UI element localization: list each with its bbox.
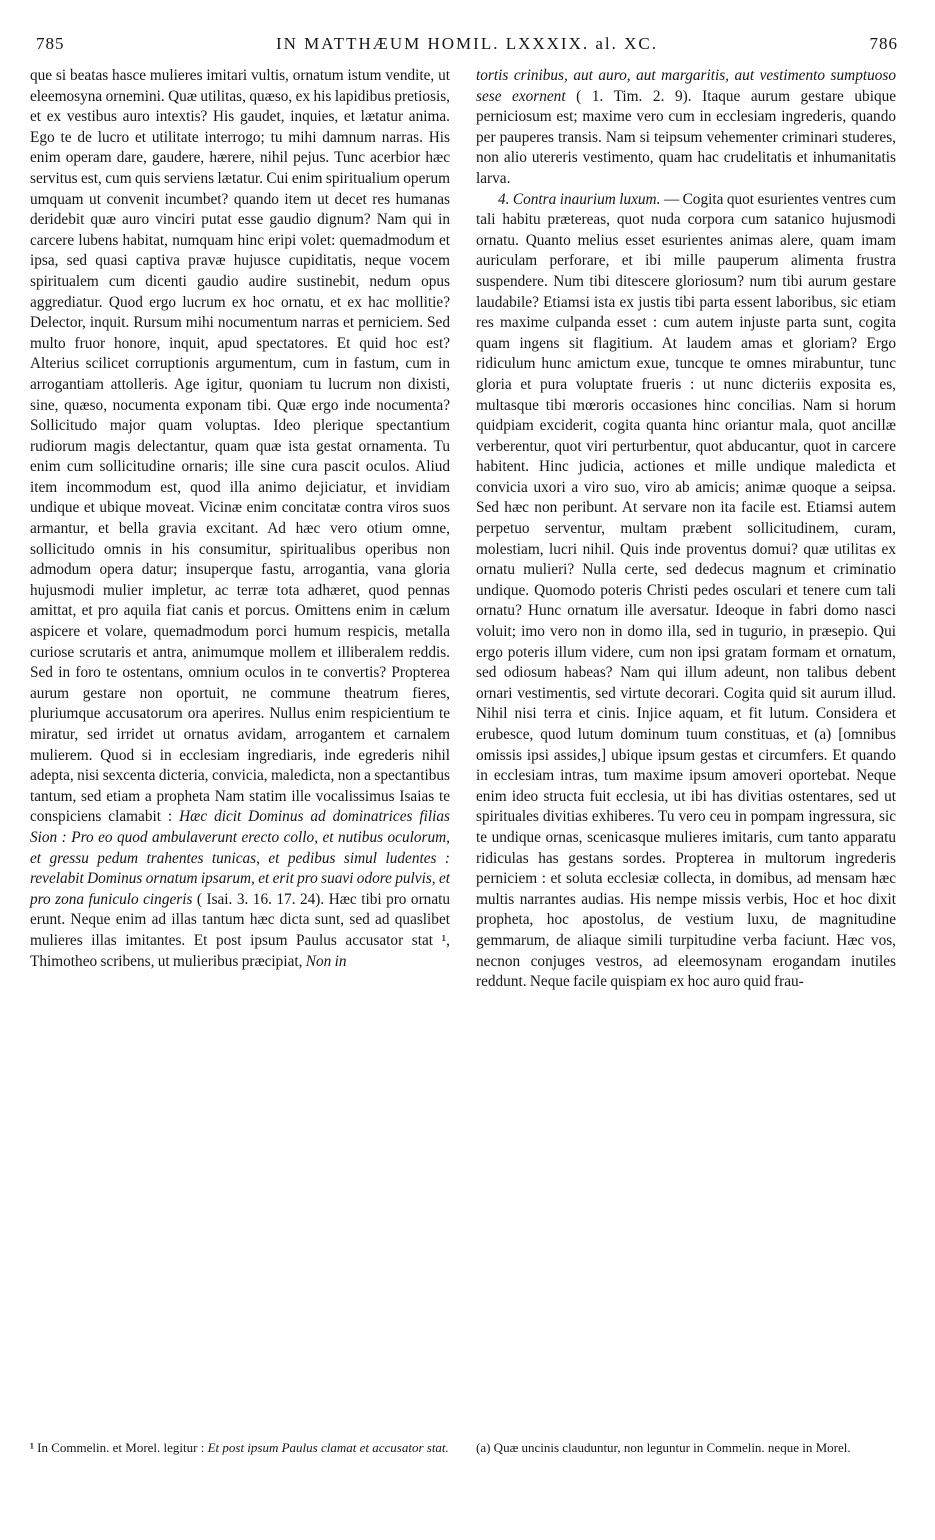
running-header xyxy=(36,34,898,56)
right-paragraph-2 xyxy=(476,190,896,993)
footnote-right xyxy=(476,1440,896,1456)
timothy-reference: ( 1. Tim. 2. 9). xyxy=(576,87,692,105)
left-column xyxy=(30,66,450,972)
right-body-text-2: — Cogita quot esurientes ventres cum tali habitu prætereas, quot nuda corpora cum satanico hujusmodi ornatu. Quanto melius esset esurientes animas alere, quam imam auriculam perforare, et ibi mille pauperum alimenta frustra suspendere. Num tibi ditescere gloriosum? num tibi aurum gestare laudabile? Etiamsi ista ex justis tibi parta essent laboribus, sic etiam res maxime culpanda esset : cum autem injuste parta sunt, cogita quam ingens sit flagitium. At laudem amas et gloriam? Ergo ridiculum hunc amictum exue, tuncque te omnes mirabuntur, tunc gloria et pura voluptate frueris : ut nunc dicteriis exposita es, multasque tibi mœroris occasiones hinc concilias. Nam si horum quidpiam exciderit, cogita quanta hinc oriantur mala, quot ancillæ verberentur, quot viri perturbentur, quot abducantur, quot in carcere habitent. Hinc judicia, actiones et mille undique maledicta et convicia uxori a viro suo, viro ab amicis; animæ quoque a seipsa. Sed hæc non peribunt. At servare non ita facile est. Etiamsi autem perpetuo serventur, multam præbent sollicitudinem, curam, molestiam, lucri nihil. Quis inde proventus domui? quæ utilitas ex ornatu mulieri? Nulla certe, sed dedecus magnum et criminatio undique. Quomodo poteris Christi pedes osculari et tenere cum tali ornatu? Hunc ornatum ille aversatur. Ideoque in fabri domo nasci voluit; imo vero non in domo illa, sed in tugurio, in præsepio. Qui ergo poteris illum videre, cum non ipsi gratam formam et ornatum, sed odiosum habeas? Nam qui illum adeunt, non talibus debent ornari vestimentis, sed virtute decorari. Cogita quid sit aurum illud. Nihil nisi terra et cinis. Injice aquam, et fit lutum. Considera et erubesce, quod lutum dominum tuum constituas, et (a) [omnibus omissis ipsi assides,] ubique ipsum gestas et circumfers. Et quando in ecclesiam intras, tum maxime ipsum amoveri oportebat. Neque enim ideo structa fuit ecclesia, ut ibi has divitias ostentares, sed ut spirituales divitias exhiberes. Tu vero ceu in pompam ingressura, sic te undique ornas, scenicasque mulieres imitaris, cum tanto apparatu ridiculas has gestans sordes. Propterea in multorum ingrederis perniciem : et soluta ecclesiæ collecta, in domibus, ad mensam hæc multis narrantes audias. His nempe missis verbis, Hoc et hoc dixit propheta, hoc apostolus, de vestium luxu, de magnitudine gemmarum, de aliaque simili turpitudine verba faciunt. Hæc vos, necnon conjuges vestros, ad eleemosynam erogandam inutiles reddunt. Neque facile quispiam ex hoc auro quid frau- xyxy=(476,190,896,991)
left-body-text: que si beatas hasce mulieres imitari vultis, ornatum istum vendite, ut eleemosyna ornemini. Quæ utilitas, quæso, ex his lapidibus pretiosis, et ex vestibus auro intextis? His gaudet, inquies, et lætatur anima. Ego te de lucro et utilitate interrogo; tu mihi damnum narras. His enim operam dare, gaudere, hærere, nihil pejus. Tunc acerbior hæc servitus est, cum quis serviens lætatur. Cui enim spiritualium operum umquam ut convenit incumbet? quando item ut decet res humanas deridebit quæ auro vinciri putat esse gaudio dignum? Nam qui in carcere lubens habitat, numquam hinc eripi volet: quemadmodum et ipsa, sed quasi captiva pravæ hujusce cupiditatis, neque vocem spiritualem cum dicenti gaudio audire sustinebit, nedum opus aggrediatur. Quod ergo lucrum ex hoc ornatu, et ex hac mollitie? Delector, inquit. Rursum mihi nocumentum narras et perniciem. Sed multo fruor honore, inquit, apud spectatores. Et quid hoc est? Alterius scilicet corruptionis argumentum, cum in fastum, cum in arrogantiam attolleris. Age igitur, quoniam tu lucrum non dixisti, sine, quæso, nocumenta exponam tibi. Quæ ergo inde nocumenta? Sollicitudo major quam voluptas. Ideo plerique spectantium rudiorum magis delectantur, quam quæ ista gestat ornamenta. Tu enim cum sollicitudine ornaris; ille sine cura pascit oculos. Aliud item incommodum est, quod illa animo dejiciatur, et invidiam undique et ubique moveat. Vicinæ enim concitatæ contra viros suos armantur, et bella gravia excitant. Ad hæc vero otium omne, sollicitudo omnis in his consumitur, spiritualibus operibus non admodum opera datur; insuperque fastu, arrogantia, vana gloria hujusmodi mulier impletur, ac terræ tota adhæret, quod pennas amittat, et pro aquila fiat canis et porcus. Omittens enim in cælum aspicere et volare, quemadmodum porci humum respicis, metalla curiose scrutaris et antra, animumque mollem et illiberalem reddis. Sed in foro te ostentans, omnium oculos in te convertis? Propterea aurum gestare non oportuit, ne commune theatrum fieres, pluriumque accusatorum ora aperires. Nullus enim respicientium te miratur, sed irridet ut ornatus avidam, arrogantem et carnalem mulierem. Quod si in ecclesiam ingrediaris, inde egrederis nihil adepta, nisi sexcenta dicteria, convicia, maledicta, non a spectantibus tantum, sed etiam a propheta Nam statim ille vocalissimus Isaias te conspiciens clamabit : xyxy=(30,67,450,826)
footnote-italic-text: Et post ipsum Paulus clamat et accusator stat. xyxy=(207,1440,449,1455)
page-number-right: 786 xyxy=(869,34,898,53)
right-body-text-1: Itaque aurum gestare ubique perniciosum est; maxime vero cum in ecclesiam ingrederis, quando per pauperes transis. Nam si teipsum vehementer criminari studeres, non alio utereris vestimento, quam hac crudelitatis et inhumanitatis larva. xyxy=(476,87,897,187)
left-body-end: Hæc tibi pro ornatu erunt. Neque enim ad illas tantum hæc dicta sunt, sed ad quaslibet mulieres illas imitantes. Et post ipsum Paulus accusator stat ¹, Thimotheo scribens, ut mulieribus præcipiat, xyxy=(30,890,451,970)
footnote-text: In Commelin. et Morel. legitur : xyxy=(37,1440,205,1455)
page-number-left: 785 xyxy=(36,34,65,53)
right-column xyxy=(476,66,896,993)
isaiah-reference: ( Isai. 3. 16. 17. 24). xyxy=(196,890,325,908)
footnote-mark: ¹ xyxy=(30,1440,34,1455)
footnote-right-text: (a) Quæ uncinis clauduntur, non leguntur in Commelin. neque in Morel. xyxy=(476,1440,851,1455)
left-paragraph xyxy=(30,66,450,972)
timothy-quote: tortis crinibus, aut auro, aut margaritis, aut vestimento sumptuoso sese exornent xyxy=(476,67,896,105)
left-body-end-italic: Non in xyxy=(305,952,347,970)
footnote-left xyxy=(30,1440,450,1456)
section-heading: 4. Contra inaurium luxum. xyxy=(498,190,661,208)
right-paragraph-1 xyxy=(476,66,896,190)
running-title: IN MATTHÆUM HOMIL. LXXXIX. al. XC. xyxy=(275,34,658,53)
isaiah-quote: Hæc dicit Dominus ad dominatrices filias Sion : Pro eo quod ambulaverunt erecto collo, et nutibus oculorum, et gressu pedum trahentes tunicas, et pedibus simul ludentes : revelabit Dominus ornatum ipsarum, et erit pro suavi odore pulvis, et pro zona funiculo cingeris xyxy=(30,808,450,908)
